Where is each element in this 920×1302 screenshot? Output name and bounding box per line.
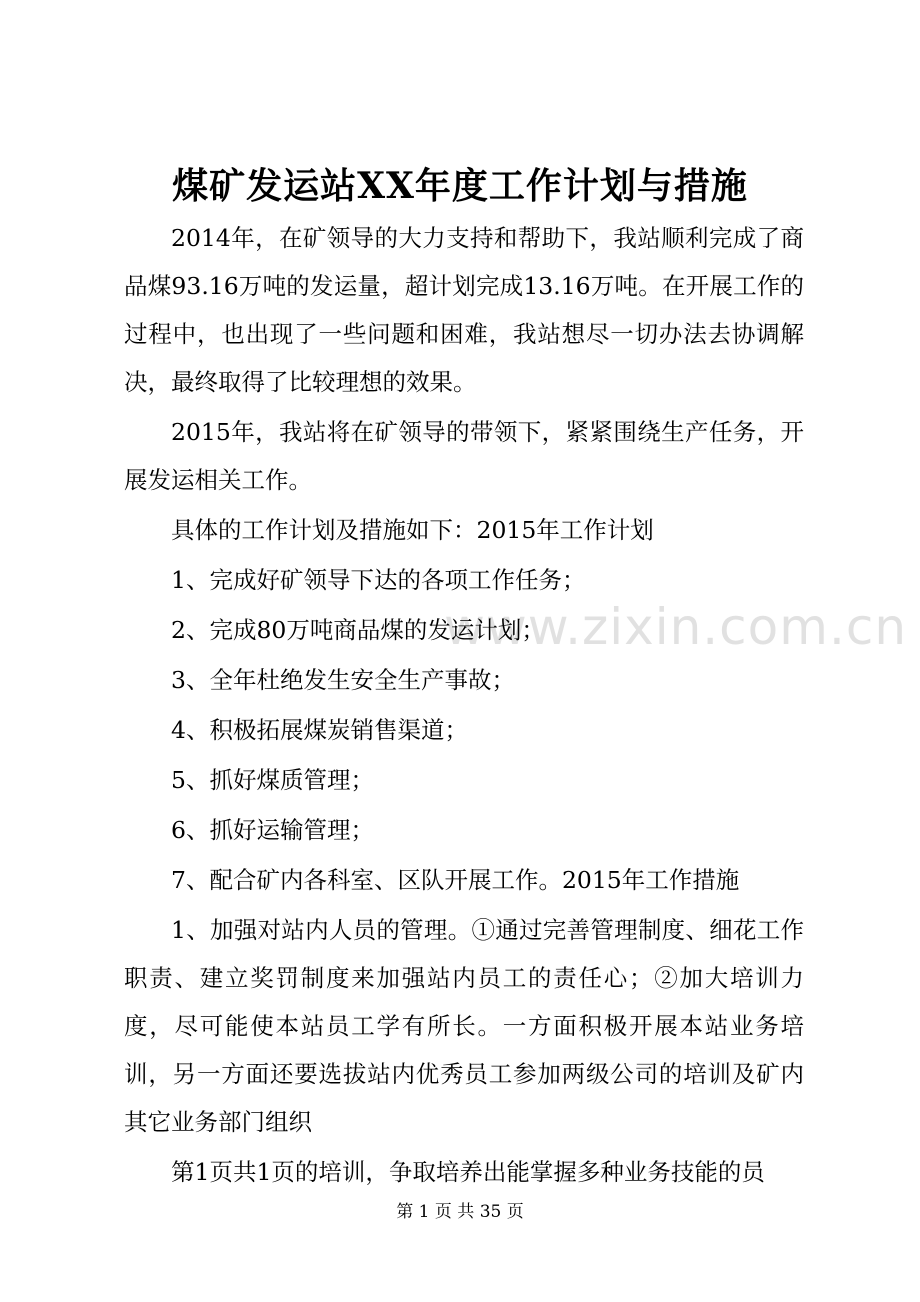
page-footer: 第 1 页 共 35 页: [396, 1202, 524, 1222]
watermark: www.zixin.com.cn: [444, 598, 908, 656]
paragraph-summary-2014: 2014年，在矿领导的大力支持和帮助下，我站顺利完成了商品煤93.16万吨的发运量，超计划完成13.16万吨。在开展工作的过程中，也出现了一些问题和困难，我站想尽一切办法去协调解决，最终取得了比较理想的效果。: [124, 224, 804, 396]
document-title: 煤矿发运站XX年度工作计划与措施: [172, 165, 748, 207]
measure-item-1: 1、加强对站内人员的管理。①通过完善管理制度、细花工作职责、建立奖罚制度来加强站内员工的责任心；②加大培训力度，尽可能使本站员工学有所长。一方面积极开展本站业务培训，另一方面还要选拔站内优秀员工参加两级公司的培训及矿内其它业务部门组织: [124, 916, 804, 1136]
plan-item-6: 6、抓好运输管理；: [171, 816, 374, 844]
paragraph-plan-heading: 具体的工作计划及措施如下：2015年工作计划: [171, 516, 654, 544]
plan-item-5: 5、抓好煤质管理；: [171, 766, 374, 794]
plan-item-1: 1、完成好矿领导下达的各项工作任务；: [171, 566, 586, 594]
plan-item-3: 3、全年杜绝发生安全生产事故；: [171, 666, 515, 694]
document-body: [124, 214, 804, 1196]
paragraph-plan-2015-intro: 2015年，我站将在矿领导的带领下，紧紧围绕生产任务，开展发运相关工作。: [124, 418, 804, 494]
plan-item-2: 2、完成80万吨商品煤的发运计划；: [171, 616, 545, 644]
plan-item-7: 7、配合矿内各科室、区队开展工作。2015年工作措施: [171, 866, 740, 894]
measure-item-1-continued: 第1页共1页的培训，争取培养出能掌握多种业务技能的员: [171, 1158, 765, 1186]
plan-item-4: 4、积极拓展煤炭销售渠道；: [171, 716, 468, 744]
